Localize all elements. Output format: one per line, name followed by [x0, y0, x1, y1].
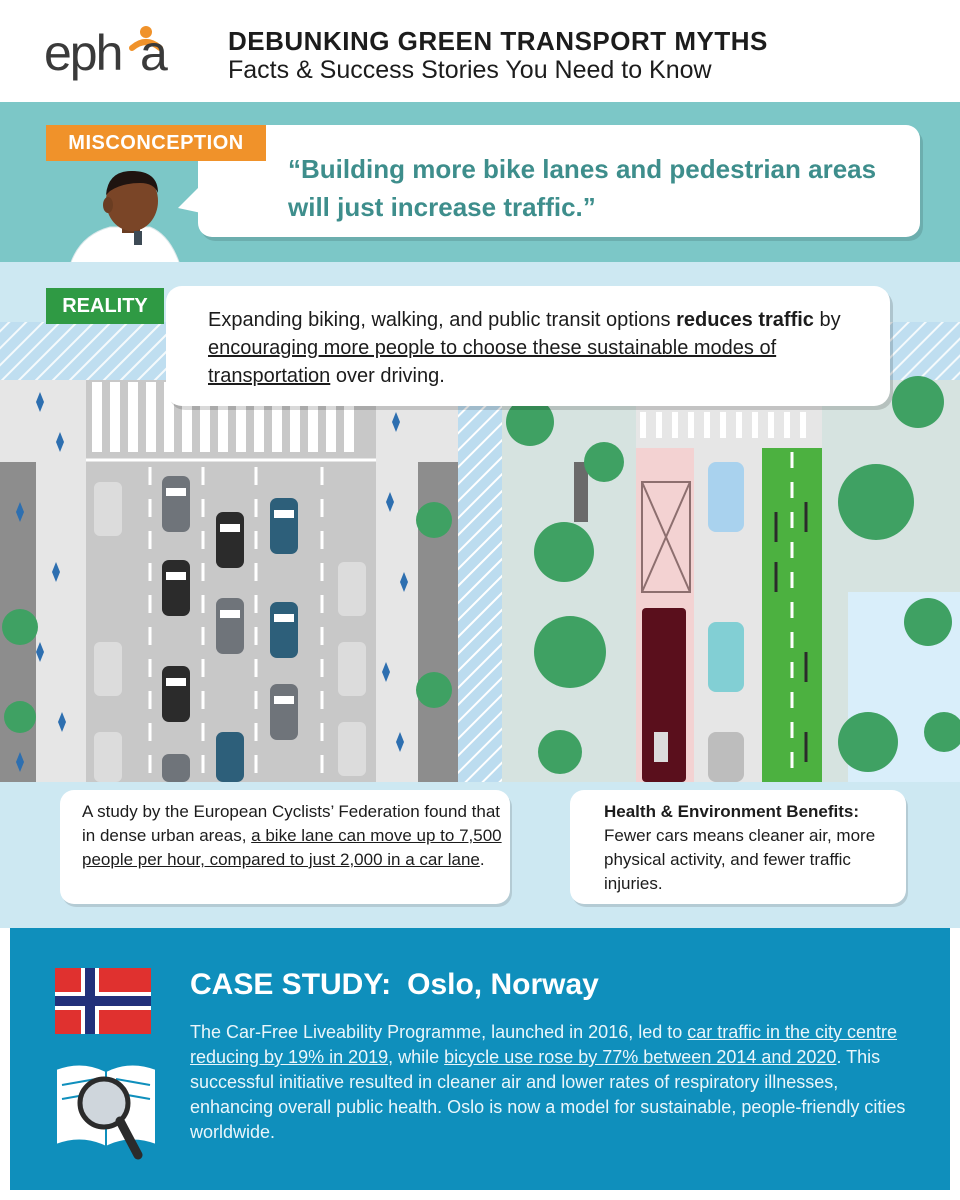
case-text-part: . This successful initiative resulted in cleaner air and lower rates of respiratory illnesses, enhancing overall public health. Oslo is now a model for sustainable, people-friendly cities worldwide. [190, 1047, 906, 1142]
study-note-text [82, 800, 502, 872]
benefits-note-text [604, 800, 904, 896]
reality-text-part: Expanding biking, walking, and public transit options [208, 309, 677, 331]
case-text-part: The Car-Free Liveability Programme, launched in 2016, led to [190, 1022, 688, 1042]
study-note-underlined: a bike lane can move up to 7,500 people per hour, compared to just 2,000 in a car lane [82, 826, 502, 869]
reality-tag: REALITY [46, 288, 164, 324]
reality-text-part: by [813, 309, 841, 331]
misconception-tag: MISCONCEPTION [46, 125, 266, 161]
book-magnifier-icon [52, 1055, 160, 1165]
person-icon [70, 165, 190, 265]
misconception-quote: “Building more bike lanes and pedestrian areas will just increase traffic.” [288, 154, 877, 222]
case-study-text [190, 1020, 910, 1145]
benefits-heading: Health & Environment Benefits: [604, 802, 860, 821]
page-subtitle: Facts & Success Stories You Need to Know [228, 56, 712, 84]
reality-text-underlined: encouraging more people to choose these sustainable modes of transportation [208, 337, 777, 387]
reality-text [208, 306, 878, 390]
study-note-part: A study by the European Cyclists’ Federation found that in dense urban areas, [82, 802, 501, 845]
benefits-text: Fewer cars means cleaner air, more physical activity, and fewer traffic injuries. [604, 826, 876, 893]
study-note-part: . [479, 850, 485, 869]
norway-flag-icon [55, 968, 151, 1034]
case-text-underlined: car traffic in the city centre reducing by 19% in 2019 [190, 1022, 898, 1067]
case-study-location: Oslo, Norway [407, 968, 599, 1001]
page-title: DEBUNKING GREEN TRANSPORT MYTHS [228, 26, 768, 56]
case-study-title [190, 968, 599, 1002]
reality-text-bold: reduces traffic [676, 309, 814, 331]
case-text-underlined: bicycle use rose by 77% between 2014 and 2020 [444, 1047, 837, 1067]
case-text-part: , while [388, 1047, 445, 1067]
svg-text:a: a [140, 25, 168, 81]
svg-text:eph: eph [44, 25, 122, 81]
reality-text-part: over driving. [330, 365, 445, 387]
epha-logo [44, 18, 184, 88]
case-study-label: CASE STUDY: [190, 968, 392, 1001]
